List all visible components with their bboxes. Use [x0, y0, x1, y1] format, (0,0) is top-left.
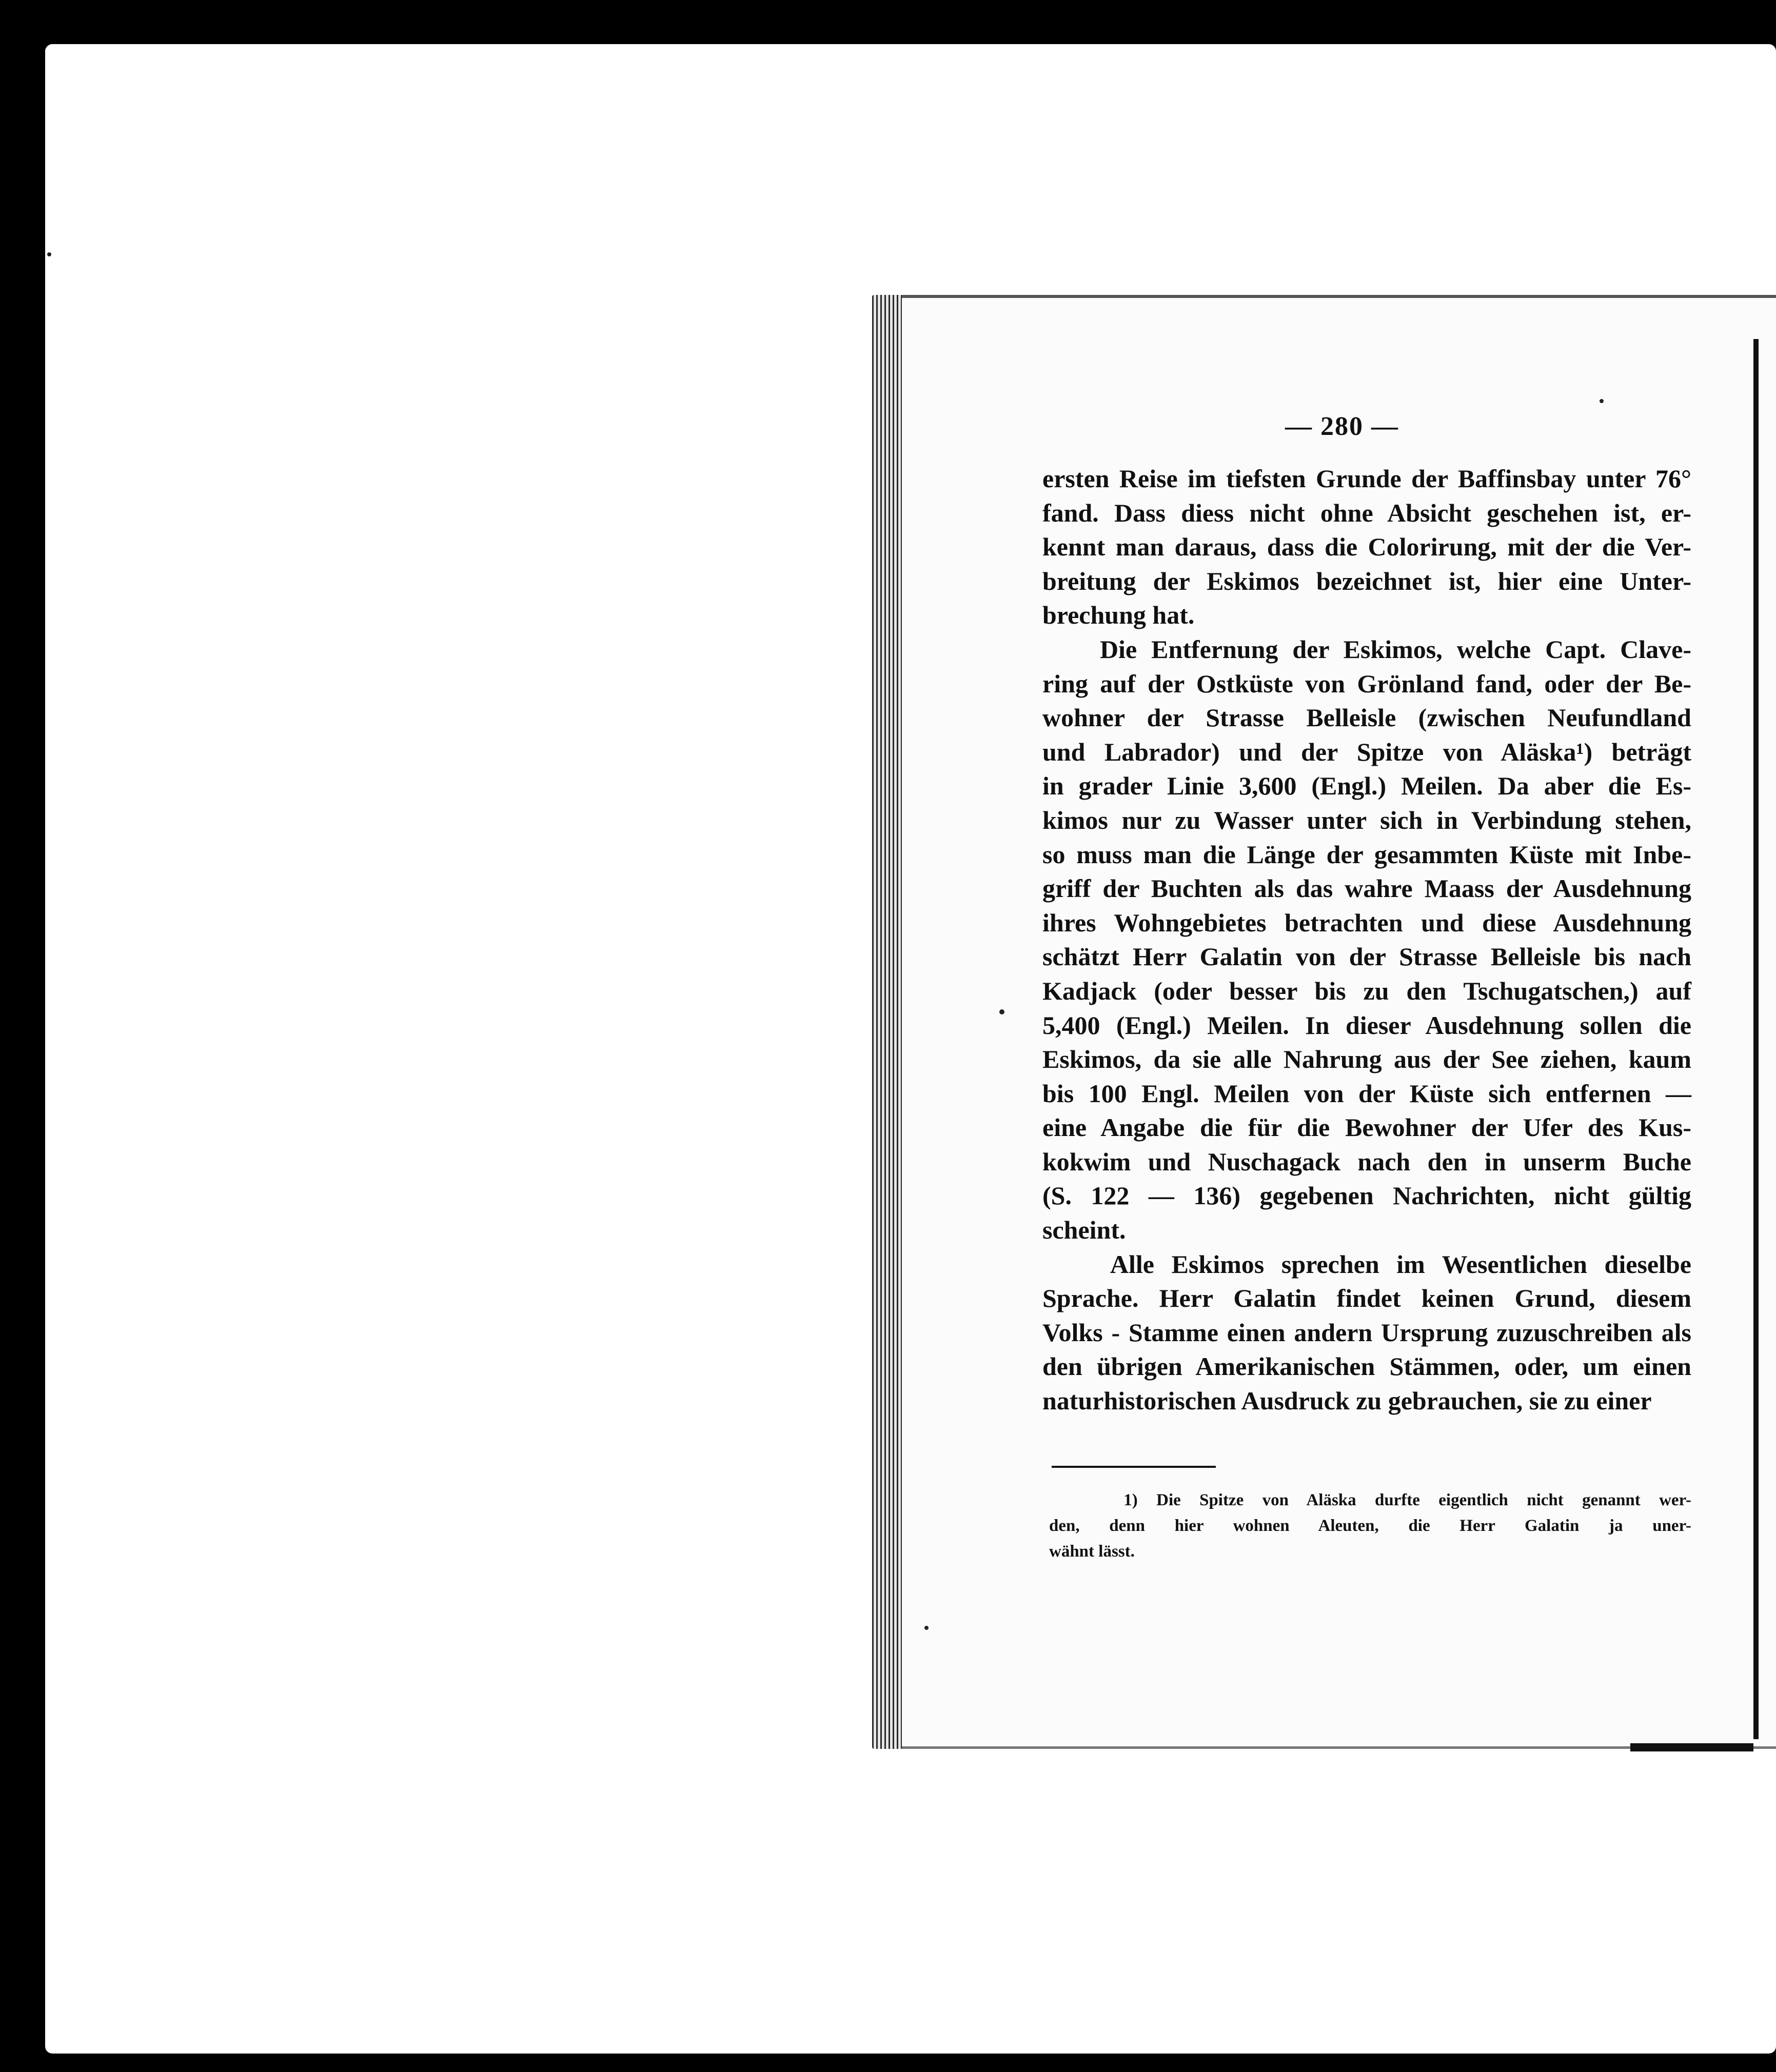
body-line: Eskimos, da sie alle Nahrung aus der See ziehen, kaum: [1042, 1045, 1691, 1074]
footnote-line: wähnt lässt.: [1049, 1542, 1135, 1561]
body-line: kimos nur zu Wasser unter sich in Verbindung stehen,: [1042, 805, 1691, 834]
body-line: fand. Dass diess nicht ohne Absicht geschehen ist, er-: [1042, 498, 1691, 527]
body-line: den übrigen Amerikanischen Stämmen, oder, um einen: [1042, 1352, 1691, 1381]
body-line: und Labrador) und der Spitze von Aläska¹) beträgt: [1042, 737, 1691, 766]
speck: [924, 1626, 929, 1630]
body-line: Die Entfernung der Eskimos, welche Capt. Clave-: [1042, 634, 1691, 664]
page-shadow: [1630, 1743, 1753, 1751]
body-line: eine Angabe die für die Bewohner der Ufer des Kus-: [1042, 1113, 1691, 1142]
body-line: in grader Linie 3,600 (Engl.) Meilen. Da aber die Es-: [1042, 771, 1691, 801]
body-line: Kadjack (oder besser bis zu den Tschugatschen,) auf: [1042, 976, 1691, 1005]
footnote-line: den, denn hier wohnen Aleuten, die Herr Galatin ja uner-: [1049, 1517, 1691, 1535]
body-line: wohner der Strasse Belleisle (zwischen Neufundland: [1042, 703, 1691, 732]
speck: [1600, 399, 1604, 403]
page-number: — 280 —: [1285, 412, 1399, 441]
gutter-shadow: [1753, 339, 1759, 1739]
body-line: Volks - Stamme einen andern Ursprung zuzuschreiben als: [1042, 1318, 1691, 1347]
speck: [47, 252, 51, 256]
body-line: scheint.: [1042, 1216, 1126, 1245]
body-line: ersten Reise im tiefsten Grunde der Baffinsbay unter 76°: [1042, 464, 1691, 493]
body-line: bis 100 Engl. Meilen von der Küste sich entfernen —: [1042, 1079, 1691, 1108]
body-line: so muss man die Länge der gesammten Küste mit Inbe-: [1042, 840, 1691, 869]
body-line: brechung hat.: [1042, 601, 1195, 630]
body-line: naturhistorischen Ausdruck zu gebrauchen, sie zu einer: [1042, 1386, 1652, 1416]
body-line: (S. 122 — 136) gegebenen Nachrichten, nicht gültig: [1042, 1181, 1691, 1210]
speck: [999, 1009, 1004, 1014]
page-edges: [872, 295, 903, 1749]
body-line: kennt man daraus, dass die Colorirung, mit der die Ver-: [1042, 532, 1691, 562]
footnote-line: 1) Die Spitze von Aläska durfte eigentlich nicht genannt wer-: [1049, 1491, 1691, 1509]
body-line: breitung der Eskimos bezeichnet ist, hier eine Unter-: [1042, 566, 1691, 595]
footnotes: [1049, 1487, 1691, 1564]
body-line: ihres Wohngebietes betrachten und diese Ausdehnung: [1042, 908, 1691, 937]
body-line: ring auf der Ostküste von Grönland fand, oder der Be-: [1042, 669, 1691, 698]
body-line: schätzt Herr Galatin von der Strasse Belleisle bis nach: [1042, 942, 1691, 971]
body-text: [1042, 462, 1691, 1418]
body-line: griff der Buchten als das wahre Maass der Ausdehnung: [1042, 874, 1691, 903]
footnote-rule: [1052, 1466, 1216, 1468]
body-line: 5,400 (Engl.) Meilen. In dieser Ausdehnung sollen die: [1042, 1010, 1691, 1040]
body-line: kokwim und Nuschagack nach den in unserm Buche: [1042, 1147, 1691, 1176]
body-line: Alle Eskimos sprechen im Wesentlichen dieselbe: [1042, 1249, 1691, 1279]
body-line: Sprache. Herr Galatin findet keinen Grund, diesem: [1042, 1284, 1691, 1313]
